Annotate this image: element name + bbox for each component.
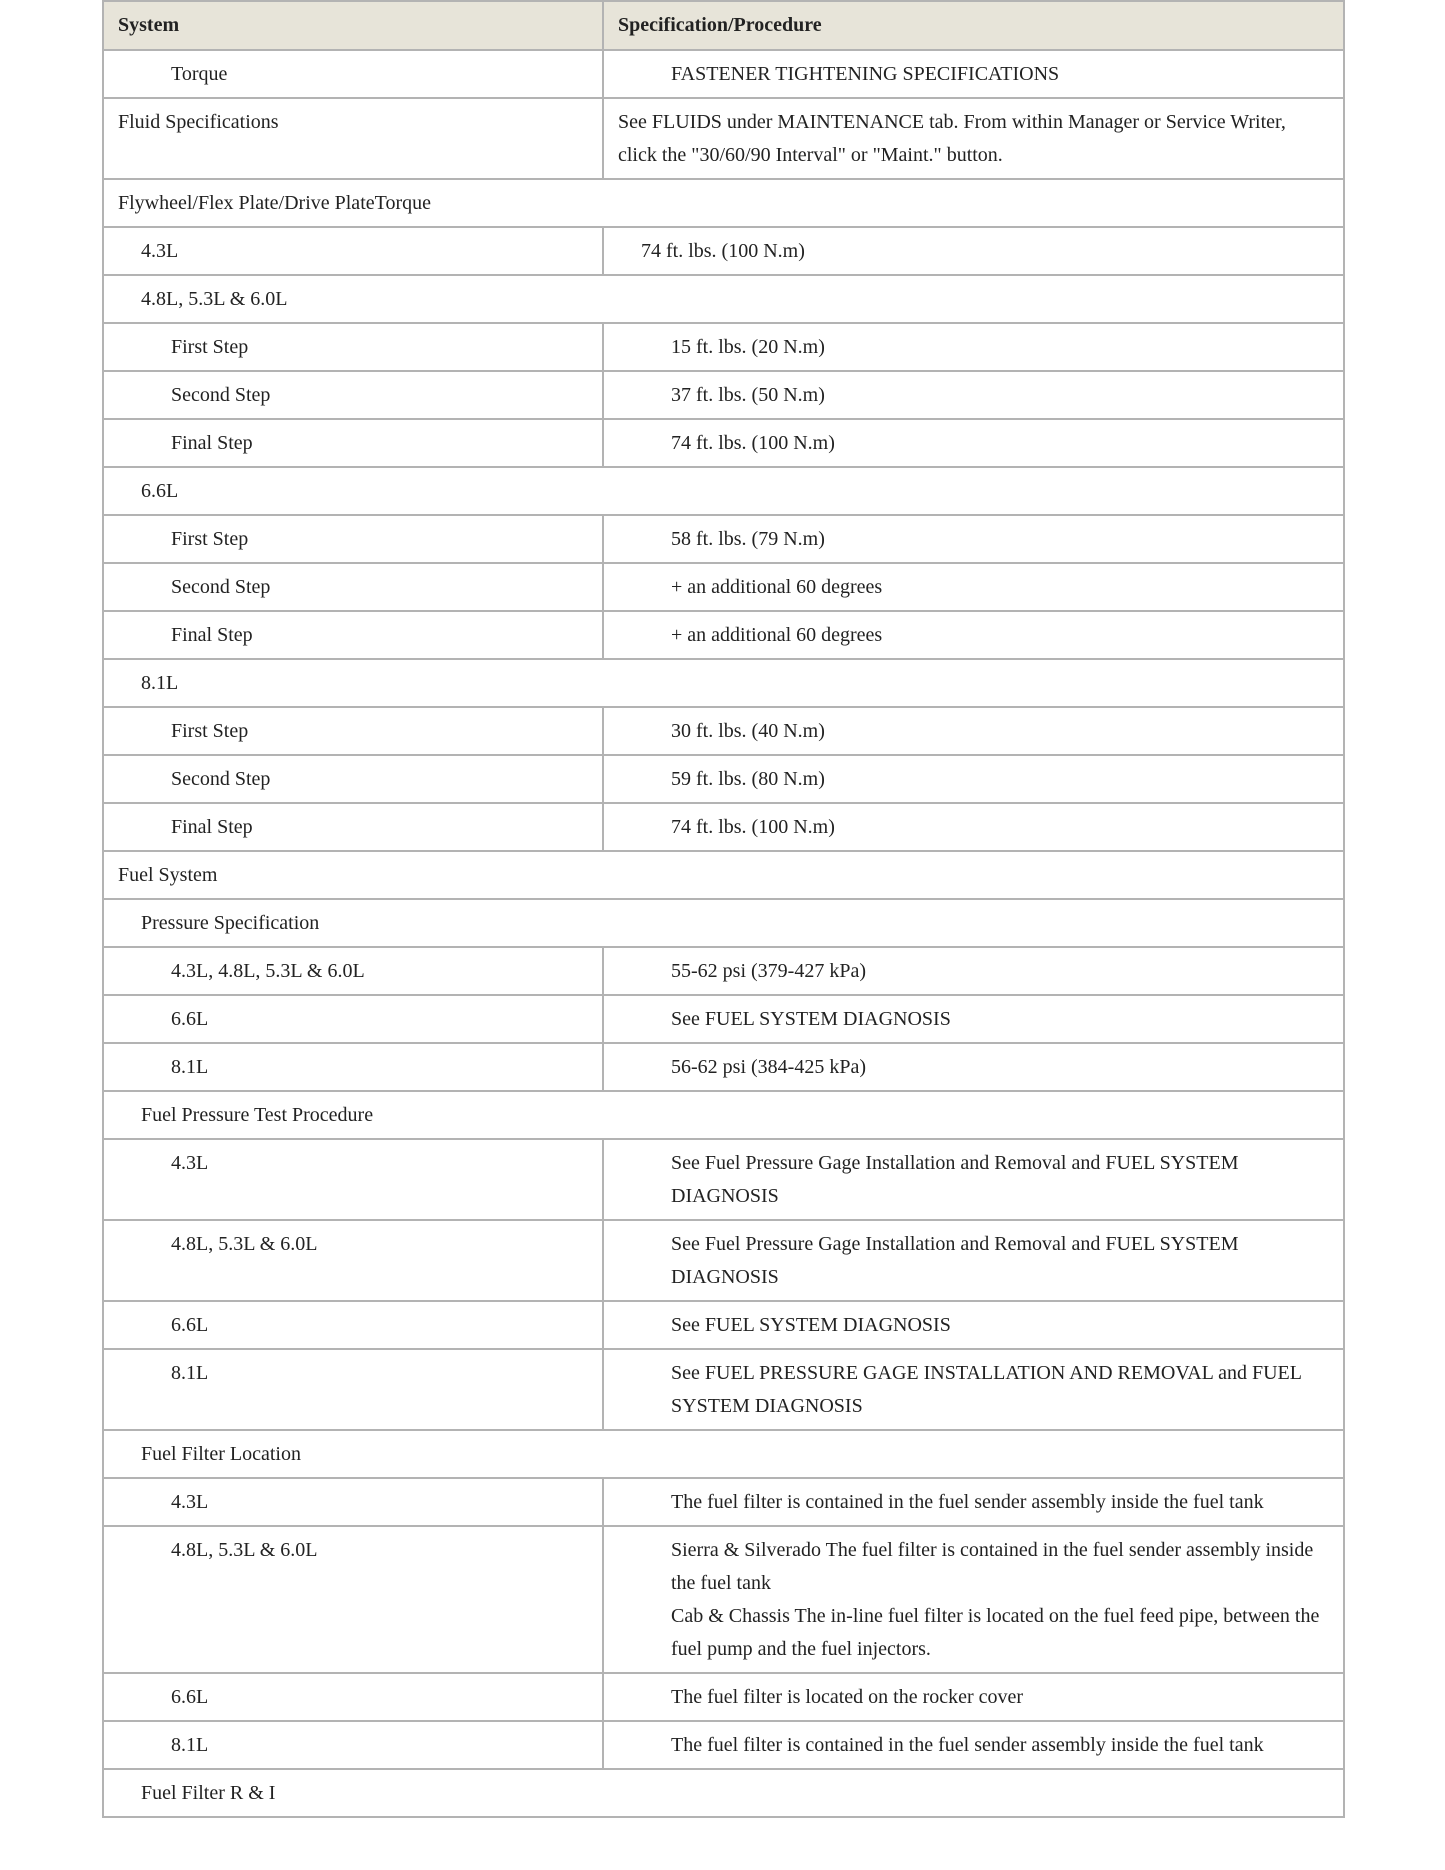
specification-cell bbox=[603, 1673, 1344, 1721]
system-cell: Final Step bbox=[103, 419, 603, 467]
specification-cell bbox=[603, 707, 1344, 755]
table-header-row bbox=[103, 1, 1344, 50]
table-row bbox=[103, 563, 1344, 611]
specification-text: See FLUIDS under MAINTENANCE tab. From within Manager or Service Writer, click the "30/60/90 Interval" or "Maint." button. bbox=[618, 111, 1286, 166]
specification-cell bbox=[603, 1721, 1344, 1769]
system-cell: 4.3L bbox=[103, 1478, 603, 1526]
specification-text: See Fuel Pressure Gage Installation and Removal and FUEL SYSTEM DIAGNOSIS bbox=[671, 1152, 1239, 1207]
specification-text: 56-62 psi (384-425 kPa) bbox=[671, 1056, 866, 1078]
specification-cell bbox=[603, 1220, 1344, 1301]
specification-cell bbox=[603, 371, 1344, 419]
specification-cell bbox=[603, 563, 1344, 611]
section-row bbox=[103, 899, 1344, 947]
specification-text: FASTENER TIGHTENING SPECIFICATIONS bbox=[671, 63, 1060, 85]
specification-text: 74 ft. lbs. (100 N.m) bbox=[671, 816, 835, 838]
specification-text: 74 ft. lbs. (100 N.m) bbox=[641, 240, 805, 262]
column-header-system: System bbox=[103, 1, 603, 50]
section-label: Pressure Specification bbox=[103, 899, 1344, 947]
specification-cell bbox=[603, 1526, 1344, 1673]
specification-table bbox=[102, 0, 1345, 1818]
specification-cell bbox=[603, 1139, 1344, 1220]
system-cell: 4.3L bbox=[103, 227, 603, 275]
system-cell: Second Step bbox=[103, 755, 603, 803]
section-row bbox=[103, 1091, 1344, 1139]
specification-text: Cab & Chassis The in-line fuel filter is located on the fuel feed pipe, between the fuel pump and the fuel injectors. bbox=[671, 1605, 1320, 1660]
section-row bbox=[103, 1769, 1344, 1817]
section-row bbox=[103, 179, 1344, 227]
table-row bbox=[103, 755, 1344, 803]
specification-text: See Fuel Pressure Gage Installation and Removal and FUEL SYSTEM DIAGNOSIS bbox=[671, 1233, 1239, 1288]
specification-cell bbox=[603, 1478, 1344, 1526]
specification-text: + an additional 60 degrees bbox=[671, 624, 883, 646]
specification-text: 58 ft. lbs. (79 N.m) bbox=[671, 528, 825, 550]
system-cell: Fluid Specifications bbox=[103, 98, 603, 179]
section-row bbox=[103, 659, 1344, 707]
specification-text: 37 ft. lbs. (50 N.m) bbox=[671, 384, 825, 406]
section-label: 6.6L bbox=[103, 467, 1344, 515]
system-cell: 4.3L bbox=[103, 1139, 603, 1220]
table-body bbox=[103, 50, 1344, 1817]
specification-text: 59 ft. lbs. (80 N.m) bbox=[671, 768, 825, 790]
table-row bbox=[103, 50, 1344, 98]
specification-cell bbox=[603, 755, 1344, 803]
system-cell: Second Step bbox=[103, 371, 603, 419]
section-label: Fuel Filter Location bbox=[103, 1430, 1344, 1478]
system-cell: 8.1L bbox=[103, 1043, 603, 1091]
section-label: Fuel Pressure Test Procedure bbox=[103, 1091, 1344, 1139]
table-row bbox=[103, 227, 1344, 275]
specification-text: The fuel filter is contained in the fuel sender assembly inside the fuel tank bbox=[671, 1491, 1264, 1513]
system-cell: 4.8L, 5.3L & 6.0L bbox=[103, 1526, 603, 1673]
system-cell: First Step bbox=[103, 323, 603, 371]
table-row bbox=[103, 419, 1344, 467]
section-label: Fuel Filter R & I bbox=[103, 1769, 1344, 1817]
section-label: 8.1L bbox=[103, 659, 1344, 707]
section-label: Fuel System bbox=[103, 851, 1344, 899]
specification-text: The fuel filter is contained in the fuel sender assembly inside the fuel tank bbox=[671, 1734, 1264, 1756]
specification-text: + an additional 60 degrees bbox=[671, 576, 883, 598]
table-row bbox=[103, 323, 1344, 371]
table-row bbox=[103, 1301, 1344, 1349]
table-row bbox=[103, 371, 1344, 419]
specification-cell bbox=[603, 947, 1344, 995]
system-cell: 6.6L bbox=[103, 995, 603, 1043]
system-cell: 8.1L bbox=[103, 1349, 603, 1430]
table-row bbox=[103, 1478, 1344, 1526]
specification-text: 30 ft. lbs. (40 N.m) bbox=[671, 720, 825, 742]
specification-text: See FUEL PRESSURE GAGE INSTALLATION AND REMOVAL and FUEL SYSTEM DIAGNOSIS bbox=[671, 1362, 1302, 1417]
section-label: 4.8L, 5.3L & 6.0L bbox=[103, 275, 1344, 323]
table-row bbox=[103, 611, 1344, 659]
specification-cell bbox=[603, 1043, 1344, 1091]
section-row bbox=[103, 275, 1344, 323]
system-cell: First Step bbox=[103, 707, 603, 755]
specification-cell bbox=[603, 803, 1344, 851]
table-row bbox=[103, 1526, 1344, 1673]
system-cell: Second Step bbox=[103, 563, 603, 611]
table-row bbox=[103, 1043, 1344, 1091]
table-row bbox=[103, 947, 1344, 995]
specification-cell bbox=[603, 515, 1344, 563]
table-row bbox=[103, 515, 1344, 563]
table-row bbox=[103, 1721, 1344, 1769]
system-cell: Torque bbox=[103, 50, 603, 98]
specification-text: 74 ft. lbs. (100 N.m) bbox=[671, 432, 835, 454]
section-row bbox=[103, 851, 1344, 899]
table-row bbox=[103, 1220, 1344, 1301]
table-row bbox=[103, 98, 1344, 179]
system-cell: 4.8L, 5.3L & 6.0L bbox=[103, 1220, 603, 1301]
table-row bbox=[103, 1139, 1344, 1220]
column-header-specification: Specification/Procedure bbox=[603, 1, 1344, 50]
table-row bbox=[103, 995, 1344, 1043]
system-cell: First Step bbox=[103, 515, 603, 563]
specification-cell bbox=[603, 1349, 1344, 1430]
specification-cell bbox=[603, 995, 1344, 1043]
system-cell: 6.6L bbox=[103, 1673, 603, 1721]
table-row bbox=[103, 707, 1344, 755]
table-row bbox=[103, 803, 1344, 851]
specification-cell bbox=[603, 611, 1344, 659]
system-cell: 4.3L, 4.8L, 5.3L & 6.0L bbox=[103, 947, 603, 995]
specification-cell bbox=[603, 323, 1344, 371]
specification-cell bbox=[603, 227, 1344, 275]
system-cell: 6.6L bbox=[103, 1301, 603, 1349]
specification-text: See FUEL SYSTEM DIAGNOSIS bbox=[671, 1008, 951, 1030]
table-row bbox=[103, 1673, 1344, 1721]
system-cell: 8.1L bbox=[103, 1721, 603, 1769]
specification-text: See FUEL SYSTEM DIAGNOSIS bbox=[671, 1314, 951, 1336]
system-cell: Final Step bbox=[103, 611, 603, 659]
specification-text: 15 ft. lbs. (20 N.m) bbox=[671, 336, 825, 358]
section-label: Flywheel/Flex Plate/Drive PlateTorque bbox=[103, 179, 1344, 227]
specification-cell bbox=[603, 419, 1344, 467]
section-row bbox=[103, 467, 1344, 515]
specification-cell bbox=[603, 1301, 1344, 1349]
specification-text: Sierra & Silverado The fuel filter is contained in the fuel sender assembly inside the fuel tank bbox=[671, 1539, 1314, 1594]
section-row bbox=[103, 1430, 1344, 1478]
specification-cell bbox=[603, 98, 1344, 179]
specification-text: 55-62 psi (379-427 kPa) bbox=[671, 960, 866, 982]
system-cell: Final Step bbox=[103, 803, 603, 851]
specification-cell bbox=[603, 50, 1344, 98]
specification-text: The fuel filter is located on the rocker cover bbox=[671, 1686, 1024, 1708]
table-row bbox=[103, 1349, 1344, 1430]
